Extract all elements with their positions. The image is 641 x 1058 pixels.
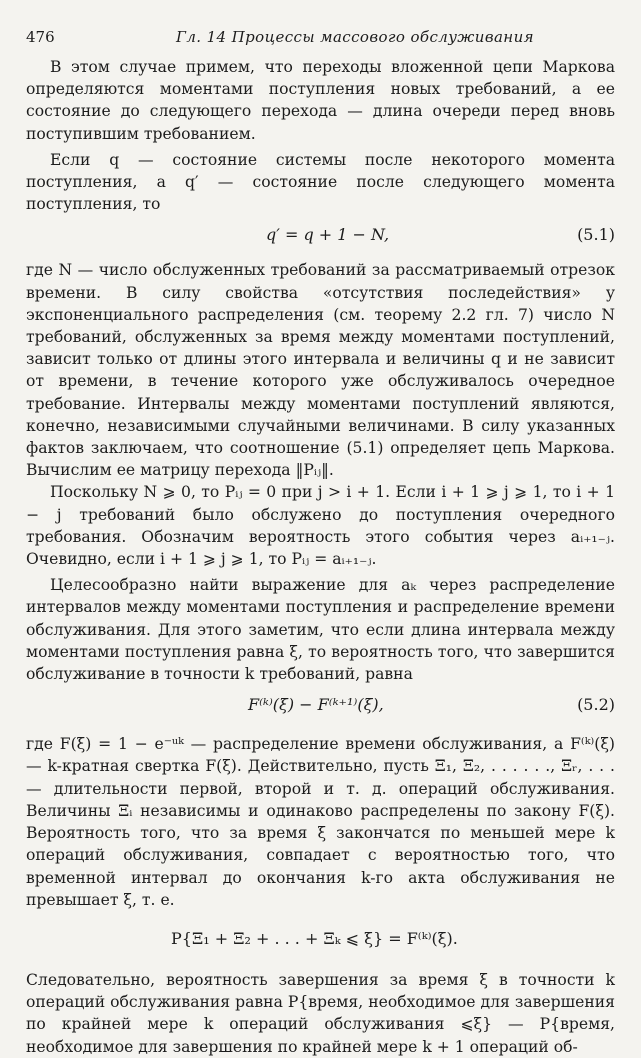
equation-5-3-expression: P{Ξ₁ + Ξ₂ + . . . + Ξₖ ⩽ ξ} = F⁽ᵏ⁾(ξ). — [171, 928, 458, 948]
equation-5-1 — [26, 215, 615, 259]
paragraph-7: Следовательно, вероятность завершения за время ξ в точности k операций обслуживания равна P{время, необходимое для завершения по крайней мере k операций обслуживания ⩽ξ} — P{время, необходимое для завершения по крайней мере k + 1 операций об- — [26, 970, 615, 1056]
page-number: 476 — [26, 28, 55, 46]
paragraph-4: Поскольку N ⩾ 0, то Pᵢⱼ = 0 при j > i + 1. Если i + 1 ⩾ j ⩾ 1, то i + 1 − j требований было обслужено до поступления очередного требования. Обозначим вероятность этого события через aᵢ₊₁₋ⱼ. Очевидно, если i + 1 ⩾ j ⩾ 1, то Pᵢⱼ = aᵢ₊₁₋ⱼ. — [26, 483, 615, 569]
paragraph-5: Целесообразно найти выражение для aₖ через распределение интервалов между моментами поступления и распределение времени обслуживания. Для этого заметим, что если длина интервала между моментами поступления равна ξ, то вероятность того, что завершится обслуживание в точности k требований, равна — [26, 576, 615, 684]
paragraph-6: где F(ξ) = 1 − e⁻ᵘᵏ — распределение времени обслуживания, а F⁽ᵏ⁾(ξ) — k-кратная свертка F(ξ). Действительно, пусть Ξ₁, Ξ₂, . . . . . ., Ξᵣ, . . . — длительности первой, второй и т. д. операций обслуживания. Величины Ξᵢ независимы и одинаково распределены по закону F(ξ). Вероятность того, что за время ξ закончатся по меньшей мере k операций обслуживания, совпадает с вероятностью того, что временной интервал до окончания k-го акта обслуживания не превышает ξ, т. е. — [26, 735, 615, 909]
equation-5-2-number: (5.2) — [577, 695, 615, 715]
equation-5-1-number: (5.1) — [577, 225, 615, 245]
page-header — [26, 28, 615, 56]
equation-5-1-expression: q′ = q + 1 − N, — [266, 225, 390, 245]
paragraph-1: В этом случае примем, что переходы вложенной цепи Маркова определяются моментами поступления новых требований, а ее состояние до следующего перехода — длина очереди перед вновь поступившим требованием. — [26, 58, 615, 143]
equation-5-2-expression: F⁽ᵏ⁾(ξ) − F⁽ᵏ⁺¹⁾(ξ), — [248, 695, 384, 715]
running-head: Гл. 14 Процессы массового обслуживания — [176, 28, 534, 46]
paragraph-2: Если q — состояние системы после некоторого момента поступления, а q′ — состояние после следующего момента поступления, то — [26, 150, 615, 214]
paragraph-3: где N — число обслуженных требований за рассматриваемый отрезок времени. В силу свойства «отсутствия последействия» у экспоненциального распределения (см. теорему 2.2 гл. 7) число N требований, обслуженных за время между моментами поступлений, зависит только от длины этого интервала и величины q и не зависит от времени, в течение которого уже обслуживалось очередное требование. Интервалы между моментами поступлений являются, конечно, независимыми случайными величинами. В силу указанных фактов заключаем, что соотношение (5.1) определяет цепь Маркова. Вычислим ее матрицу перехода ‖Pᵢⱼ‖. — [26, 261, 615, 480]
equation-5-3 — [26, 911, 615, 969]
equation-5-2 — [26, 685, 615, 733]
